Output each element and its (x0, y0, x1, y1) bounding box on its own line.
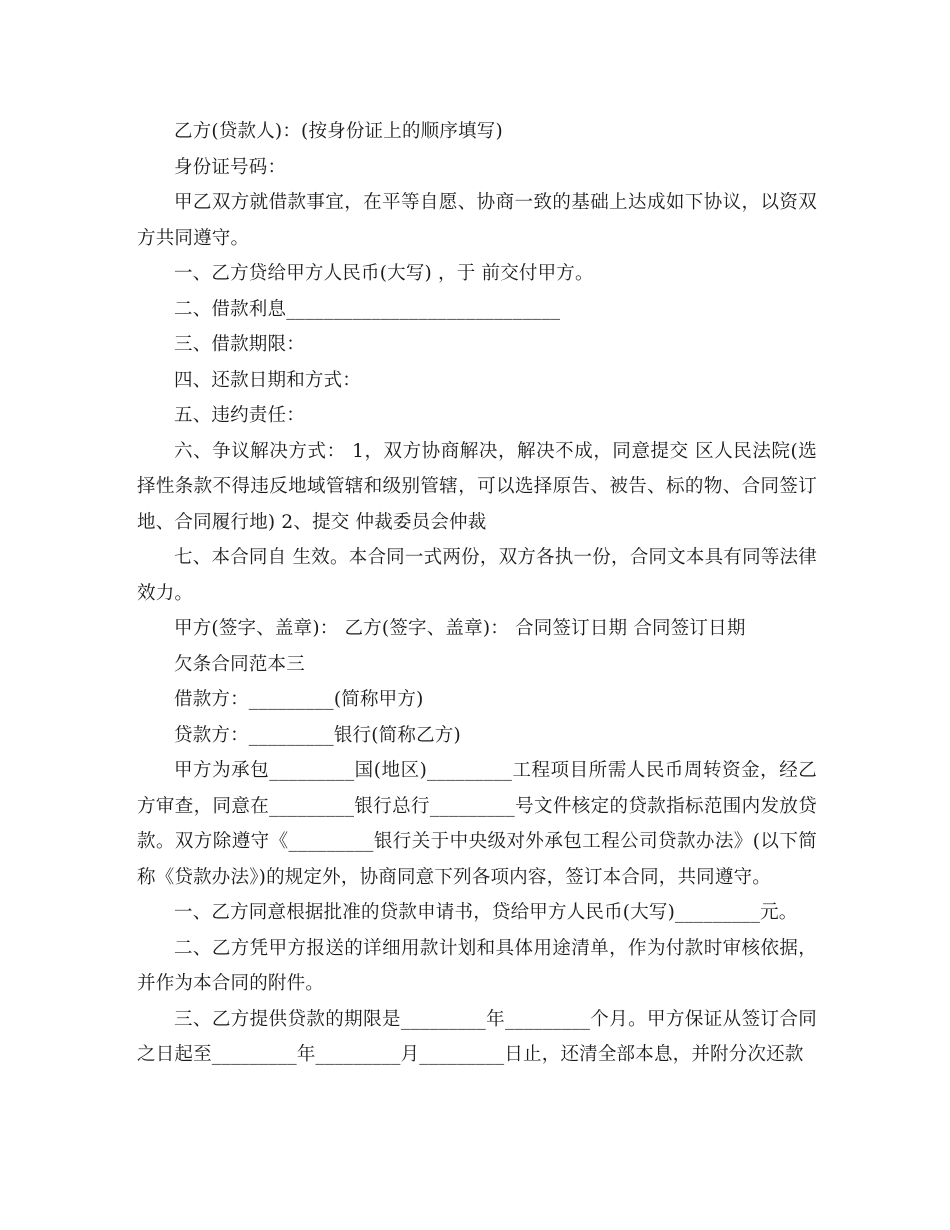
paragraph-preamble: 甲乙双方就借款事宜，在平等自愿、协商一致的基础上达成如下协议，以资双方共同遵守。 (137, 192, 817, 249)
paragraph-clause-4: 四、还款日期和方式： (174, 369, 362, 391)
paragraph-article-1: 一、乙方同意根据批准的贷款申请书，贷给甲方人民币(大写)_________元。 (174, 902, 798, 923)
document-body (137, 114, 817, 1073)
paragraph-clause-3: 三、借款期限： (174, 334, 305, 355)
paragraph-contract-intro: 甲方为承包_________国(地区)_________工程项目所需人民币周转资金，经乙方审查，同意在_________银行总行_________号文件核定的贷款指标范围内发放贷款。双方除遵守《_________银行关于中央级对外承包工程公司贷款办法》(以下简称《贷款办法》)的规定外，协商同意下列各项内容，签订本合同，共同遵守。 (137, 760, 817, 888)
paragraph-signatures: 甲方(签字、盖章)： 乙方(签字、盖章)： 合同签订日期 合同签订日期 (174, 618, 746, 639)
paragraph-clause-6: 六、争议解决方式： 1，双方协商解决，解决不成，同意提交 区人民法院(选择性条款不得违反地域管辖和级别管辖，可以选择原告、被告、标的物、合同签订地、合同履行地) 2、提交 仲裁委员会仲裁 (137, 440, 817, 533)
paragraph-clause-1: 一、乙方贷给甲方人民币(大写) ，于 前交付甲方。 (174, 263, 594, 284)
paragraph-clause-5: 五、违约责任： (174, 405, 305, 426)
paragraph-lender-bank: 贷款方：_________银行(简称乙方) (174, 724, 461, 746)
section-heading: 欠条合同范本三 (174, 653, 305, 675)
paragraph-clause-7: 七、本合同自 生效。本合同一式两份，双方各执一份，合同文本具有同等法律效力。 (137, 547, 817, 604)
paragraph-lender-name: 乙方(贷款人)：(按身份证上的顺序填写) (174, 121, 503, 142)
paragraph-article-2: 二、乙方凭甲方报送的详细用款计划和具体用途清单，作为付款时审核依据，并作为本合同的附件。 (137, 937, 817, 994)
paragraph-article-3: 三、乙方提供贷款的期限是_________年_________个月。甲方保证从签订合同之日起至_________年_________月_________日止，还清全部本息，并附分次还款 (137, 1008, 817, 1065)
paragraph-clause-2: 二、借款利息_____________________________ (174, 298, 561, 320)
paragraph-borrower: 借款方：_________(简称甲方) (174, 689, 424, 710)
paragraph-id-number: 身份证号码： (174, 156, 287, 178)
